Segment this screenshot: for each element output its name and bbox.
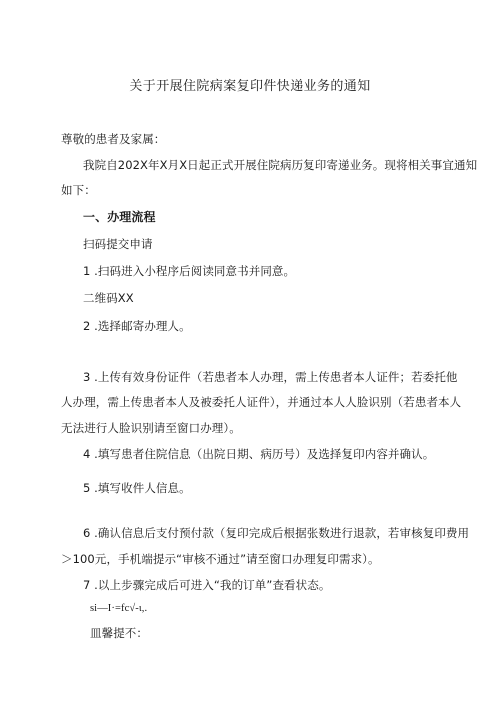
- step-3-line-3: 无法进行人脸识别请至窗口办理）。: [61, 421, 241, 435]
- step-5: 5 .填写收件人信息。: [83, 481, 191, 495]
- step-6-line-2: ＞100元，手机端提示“审核不通过”请至窗口办理复印需求）。: [61, 552, 380, 566]
- intro-paragraph-line-1: 我院自202X年X月X日起正式开展住院病历复印寄递业务。现将相关事宜通知: [83, 158, 478, 172]
- step-7: 7 .以上步骤完成后可进入“我的订单”查看状态。: [83, 578, 331, 592]
- intro-paragraph-line-2: 如下：: [61, 183, 96, 197]
- subheading-scan-submit: 扫码提交申请: [83, 237, 153, 251]
- step-2: 2 .选择邮寄办理人。: [83, 319, 191, 333]
- document-title: 关于开展住院病案复印件快递业务的通知: [129, 79, 371, 94]
- salutation: 尊敬的患者及家属：: [61, 132, 166, 146]
- step-1: 1 .扫码进入小程序后阅读同意书并同意。: [83, 264, 296, 278]
- garbled-text-line: si—I·=fc√-ι,.: [90, 603, 148, 614]
- section-heading-process: 一、办理流程: [83, 210, 156, 224]
- step-6-line-1: 6 .确认信息后支付预付款（复印完成后根据张数进行退款，若审核复印费用: [83, 526, 470, 540]
- tip-label: 皿馨提不：: [90, 626, 148, 640]
- step-4: 4 .填写患者住院信息（出院日期、病历号）及选择复印内容并确认。: [83, 447, 435, 461]
- step-3-line-2: 人办理，需上传患者本人及被委托人证件），并通过本人人脸识别（若患者本人: [61, 395, 462, 409]
- qr-code-label: 二维码XX: [83, 291, 134, 305]
- step-3-line-1: 3 .上传有效身份证件（若患者本人办理，需上传患者本人证件；若委托他: [83, 370, 458, 384]
